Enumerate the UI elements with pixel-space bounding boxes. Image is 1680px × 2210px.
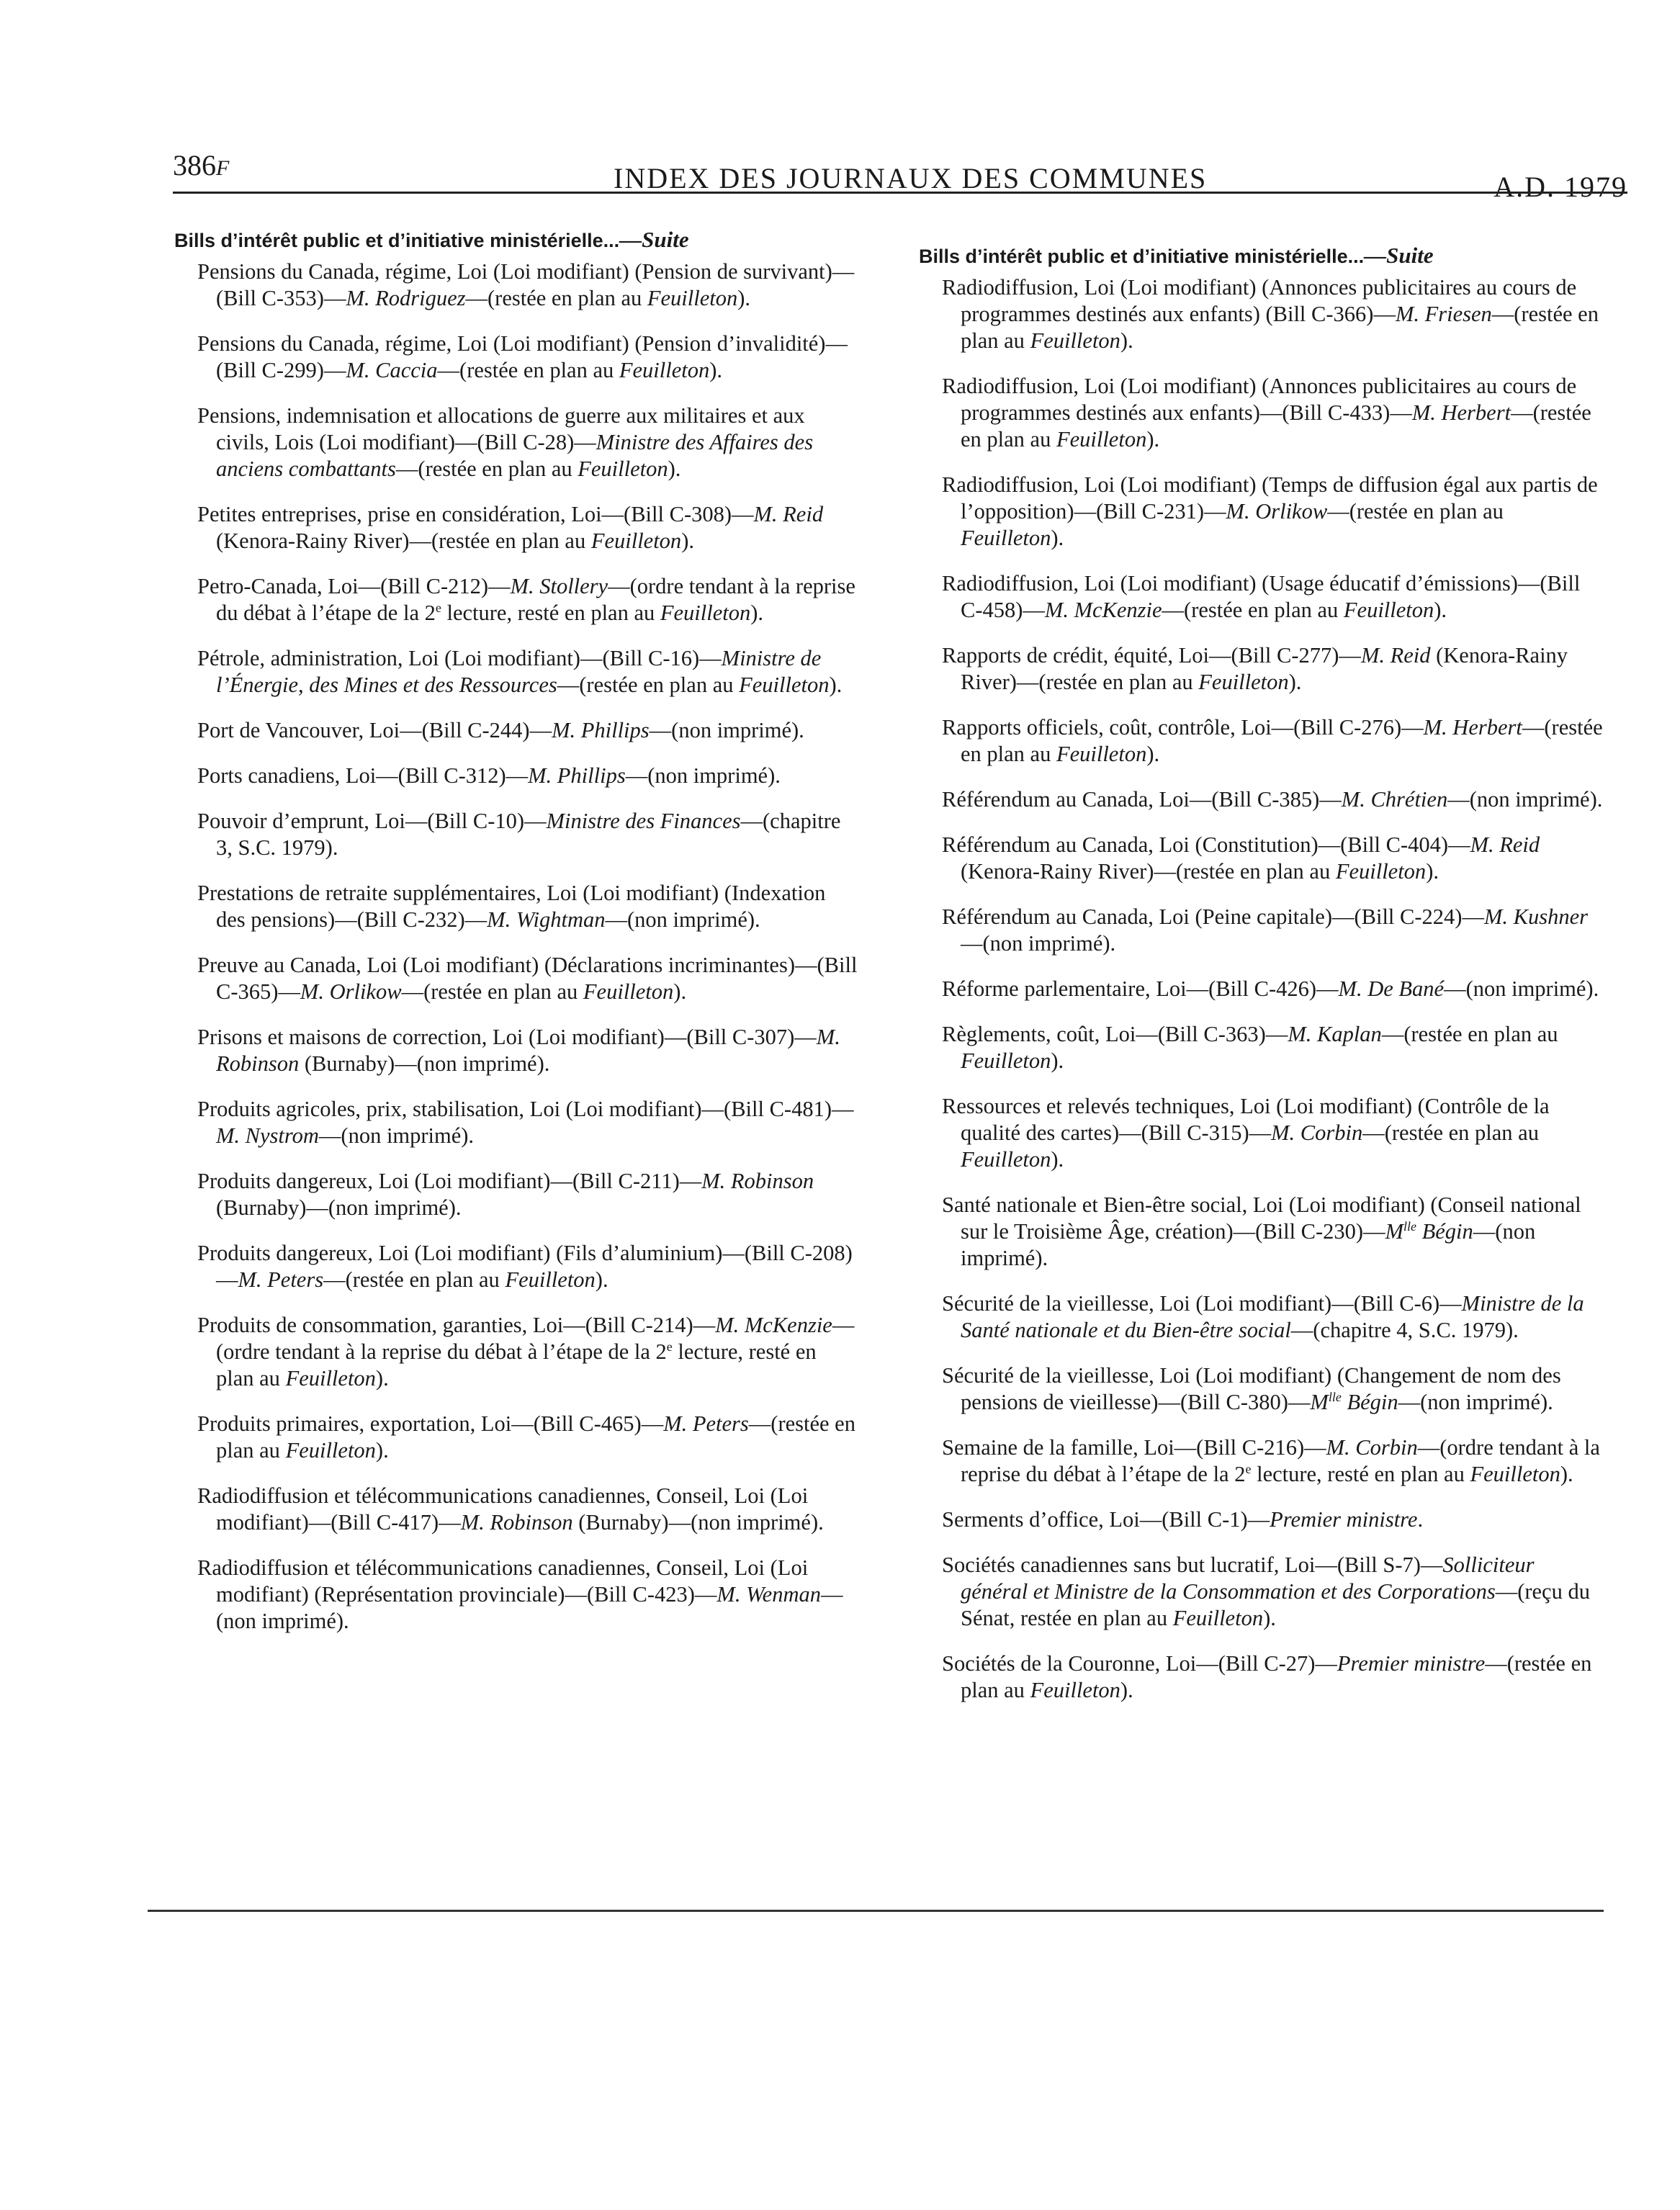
index-entry: Pétrole, administration, Loi (Loi modifiant)—(Bill C-16)—Ministre de l’Énergie, des Mines et des Ressources—(restée en plan au Feuilleton).	[197, 646, 843, 697]
index-entry: Radiodiffusion, Loi (Loi modifiant) (Temps de diffusion égal aux partis de l’opposition)—(Bill C-231)—M. Orlikow—(restée en plan au Feuilleton).	[942, 472, 1598, 550]
index-entry: Ports canadiens, Loi—(Bill C-312)—M. Phillips—(non imprimé).	[197, 763, 781, 788]
index-entry: Règlements, coût, Loi—(Bill C-363)—M. Kaplan—(restée en plan au Feuilleton).	[942, 1022, 1558, 1073]
page-number: 386F	[173, 149, 230, 181]
index-entry: Radiodiffusion, Loi (Loi modifiant) (Usage éducatif d’émissions)—(Bill C-458)—M. McKenzie—(restée en plan au Feuilleton).	[942, 571, 1581, 622]
page-title: INDEX DES JOURNAUX DES COMMUNES	[614, 162, 1208, 194]
index-entry: Sociétés canadiennes sans but lucratif, Loi—(Bill S-7)—Solliciteur général et Ministre de la Consommation et des Corporations—(reçu du Sénat, restée en plan au Feuilleton).	[942, 1553, 1590, 1630]
index-entry: Radiodiffusion, Loi (Loi modifiant) (Annonces publicitaires au cours de programmes destinés aux enfants)—(Bill C-433)—M. Herbert—(restée en plan au Feuilleton).	[942, 374, 1591, 452]
right-entries	[919, 274, 1603, 1704]
index-entry: Produits agricoles, prix, stabilisation, Loi (Loi modifiant)—(Bill C-481)—M. Nystrom—(non imprimé).	[197, 1097, 854, 1148]
index-entry: Pensions du Canada, régime, Loi (Loi modifiant) (Pension d’invalidité)—(Bill C-299)—M. Caccia—(restée en plan au Feuilleton).	[197, 331, 848, 382]
index-entry: Rapports officiels, coût, contrôle, Loi—(Bill C-276)—M. Herbert—(restée en plan au Feuilleton).	[942, 715, 1603, 766]
index-entry: Prestations de retraite supplémentaires, Loi (Loi modifiant) (Indexation des pensions)—(Bill C-232)—M. Wightman—(non imprimé).	[197, 881, 826, 932]
index-entry: Petro-Canada, Loi—(Bill C-212)—M. Stollery—(ordre tendant à la reprise du débat à l’étape de la 2e lecture, resté en plan au Feuilleton).	[197, 574, 855, 625]
index-entry: Petites entreprises, prise en considération, Loi—(Bill C-308)—M. Reid (Kenora-Rainy River)—(restée en plan au Feuilleton).	[197, 502, 824, 553]
index-entry: Sociétés de la Couronne, Loi—(Bill C-27)—Premier ministre—(restée en plan au Feuilleton).	[942, 1651, 1592, 1702]
section-heading-right: Bills d’intérêt public et d’initiative ministérielle...—Suite	[919, 243, 1434, 268]
section-heading-left: Bills d’intérêt public et d’initiative ministérielle...—Suite	[174, 227, 689, 252]
index-entry: Santé nationale et Bien-être social, Loi (Loi modifiant) (Conseil national sur le Troisième Âge, création)—(Bill $C-230)—M^{lle}$ Bégin—(non imprimé).	[942, 1192, 1581, 1270]
index-entry: Serments d’office, Loi—(Bill C-1)—Premier ministre.	[942, 1507, 1424, 1532]
index-entry: Radiodiffusion, Loi (Loi modifiant) (Annonces publicitaires au cours de programmes destinés aux enfants) (Bill C-366)—M. Friesen—(restée en plan au Feuilleton).	[942, 275, 1599, 353]
index-entry: Prisons et maisons de correction, Loi (Loi modifiant)—(Bill C-307)—M. Robinson (Burnaby)—(non imprimé).	[197, 1025, 840, 1076]
index-entry: Produits dangereux, Loi (Loi modifiant) (Fils d’aluminium)—(Bill C-208)—M. Peters—(restée en plan au Feuilleton).	[197, 1241, 853, 1292]
index-entry: Référendum au Canada, Loi (Peine capitale)—(Bill C-224)—M. Kushner—(non imprimé).	[942, 904, 1588, 956]
index-entry: Référendum au Canada, Loi (Constitution)—(Bill C-404)—M. Reid (Kenora-Rainy River)—(restée en plan au Feuilleton).	[942, 832, 1540, 884]
index-entry: Rapports de crédit, équité, Loi—(Bill C-277)—M. Reid (Kenora-Rainy River)—(restée en plan au Feuilleton).	[942, 643, 1568, 694]
index-entry: Produits de consommation, garanties, Loi—(Bill C-214)—M. McKenzie—(ordre tendant à la reprise du débat à l’étape de la 2e lecture, resté en plan au Feuilleton).	[197, 1313, 855, 1391]
index-entry: Radiodiffusion et télécommunications canadiennes, Conseil, Loi (Loi modifiant) (Représentation provinciale)—(Bill C-423)—M. Wenman—(non imprimé).	[197, 1555, 843, 1633]
header-rule	[173, 192, 1627, 194]
page-header	[173, 144, 1627, 203]
bottom-rule	[148, 1910, 1604, 1912]
index-entry: Semaine de la famille, Loi—(Bill C-216)—M. Corbin—(ordre tendant à la reprise du débat à l’étape de la 2e lecture, resté en plan au Feuilleton).	[942, 1435, 1600, 1486]
index-entry: Pensions du Canada, régime, Loi (Loi modifiant) (Pension de survivant)—(Bill C-353)—M. Rodriguez—(restée en plan au Feuilleton).	[197, 259, 855, 310]
index-entry: Produits dangereux, Loi (Loi modifiant)—(Bill C-211)—M. Robinson (Burnaby)—(non imprimé).	[197, 1169, 814, 1220]
left-column	[174, 226, 858, 1653]
index-entry: Preuve au Canada, Loi (Loi modifiant) (Déclarations incriminantes)—(Bill C-365)—M. Orlikow—(restée en plan au Feuilleton).	[197, 953, 858, 1004]
index-entry: Référendum au Canada, Loi—(Bill C-385)—M. Chrétien—(non imprimé).	[942, 787, 1603, 812]
left-entries	[174, 259, 858, 1635]
index-entry: Produits primaires, exportation, Loi—(Bill C-465)—M. Peters—(restée en plan au Feuilleton).	[197, 1411, 855, 1463]
right-column	[919, 242, 1603, 1722]
index-entry: Radiodiffusion et télécommunications canadiennes, Conseil, Loi (Loi modifiant)—(Bill C-417)—M. Robinson (Burnaby)—(non imprimé).	[197, 1483, 824, 1535]
page-year: A.D. 1979	[1493, 171, 1627, 203]
index-entry: Réforme parlementaire, Loi—(Bill C-426)—M. De Bané—(non imprimé).	[942, 976, 1599, 1001]
index-entry: Ressources et relevés techniques, Loi (Loi modifiant) (Contrôle de la qualité des cartes)—(Bill C-315)—M. Corbin—(restée en plan au Feuilleton).	[942, 1094, 1550, 1172]
index-entry: Port de Vancouver, Loi—(Bill C-244)—M. Phillips—(non imprimé).	[197, 718, 804, 742]
index-entry: Sécurité de la vieillesse, Loi (Loi modifiant)—(Bill C-6)—Ministre de la Santé nationale et du Bien-être social—(chapitre 4, S.C. 1979).	[942, 1291, 1584, 1342]
index-entry: Sécurité de la vieillesse, Loi (Loi modifiant) (Changement de nom des pensions de vieillesse)—(Bill $C-380)—M^{lle}$ Bégin—(non imprimé).	[942, 1363, 1561, 1414]
index-entry: Pensions, indemnisation et allocations de guerre aux militaires et aux civils, Lois (Loi modifiant)—(Bill C-28)—Ministre des Affaires des anciens combattants—(restée en plan au Feuilleton).	[197, 403, 814, 481]
index-entry: Pouvoir d’emprunt, Loi—(Bill C-10)—Ministre des Finances—(chapitre 3, S.C. 1979).	[197, 809, 841, 860]
